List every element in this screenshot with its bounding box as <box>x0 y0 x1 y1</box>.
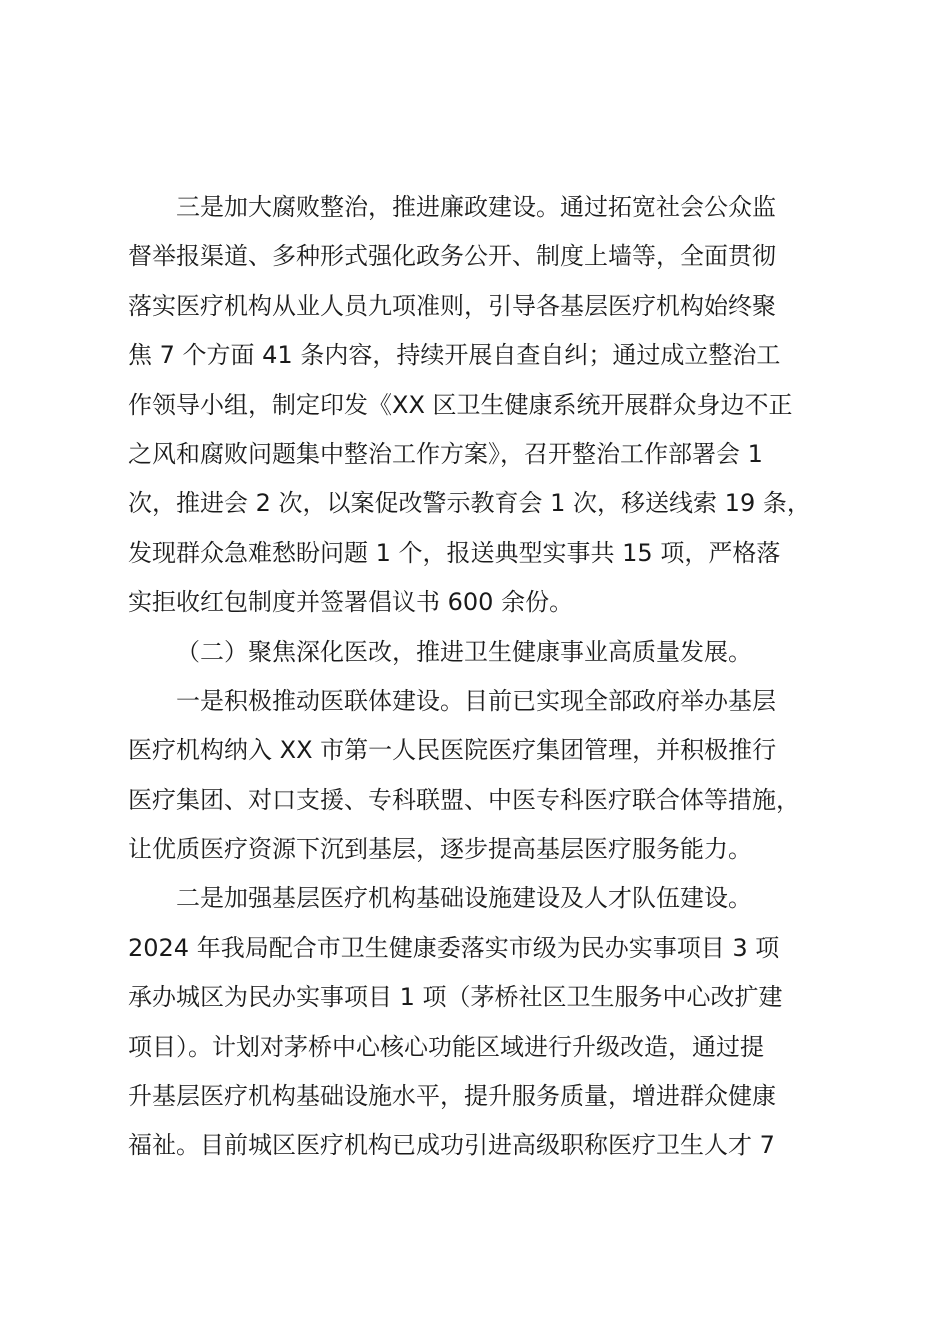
paragraph-medical-alliance-line-1: 一是积极推动医联体建设。目前已实现全部政府举办基层 <box>176 686 776 715</box>
paragraph-infrastructure-line-6: 福祉。目前城区医疗机构已成功引进高级职称医疗卫生人才 7 <box>128 1131 775 1160</box>
paragraph-infrastructure-line-5: 升基层医疗机构基础设施水平，提升服务质量，增进群众健康 <box>128 1082 776 1111</box>
paragraph-anti-corruption-line-6: 之风和腐败问题集中整治工作方案》，召开整治工作部署会 1 <box>128 439 763 468</box>
paragraph-anti-corruption-line-7: 次，推进会 2 次，以案促改警示教育会 1 次，移送线索 19 条， <box>128 489 811 518</box>
paragraph-infrastructure-line-2: 2024 年我局配合市卫生健康委落实市级为民办实事项目 3 项 <box>128 933 780 962</box>
paragraph-infrastructure-line-1: 二是加强基层医疗机构基础设施建设及人才队伍建设。 <box>176 884 752 913</box>
paragraph-medical-alliance-line-4: 让优质医疗资源下沉到基层，逐步提高基层医疗服务能力。 <box>128 835 752 864</box>
paragraph-anti-corruption-line-1: 三是加大腐败整治，推进廉政建设。通过拓宽社会公众监 <box>176 193 776 221</box>
section-heading-medical-reform: （二）聚焦深化医改，推进卫生健康事业高质量发展。 <box>176 637 752 666</box>
paragraph-medical-alliance-line-3: 医疗集团、对口支援、专科联盟、中医专科医疗联合体等措施， <box>128 785 800 814</box>
paragraph-anti-corruption-line-4: 焦 7 个方面 41 条内容，持续开展自查自纠；通过成立整治工 <box>128 341 781 370</box>
paragraph-anti-corruption-line-8: 发现群众急难愁盼问题 1 个，报送典型实事共 15 项，严格落 <box>128 538 781 567</box>
document-body <box>128 183 832 1171</box>
paragraph-anti-corruption-line-3: 落实医疗机构从业人员九项准则，引导各基层医疗机构始终聚 <box>128 291 776 320</box>
paragraph-medical-alliance-line-2: 医疗机构纳入 XX 市第一人民医院医疗集团管理，并积极推行 <box>128 736 777 765</box>
paragraph-anti-corruption-line-9: 实拒收红包制度并签署倡议书 600 余份。 <box>128 588 574 617</box>
paragraph-infrastructure-line-3: 承办城区为民办实事项目 1 项（茅桥社区卫生服务中心改扩建 <box>128 983 783 1012</box>
paragraph-infrastructure-line-4: 项目）。计划对茅桥中心核心功能区域进行升级改造，通过提 <box>128 1032 764 1061</box>
paragraph-anti-corruption-line-2: 督举报渠道、多种形式强化政务公开、制度上墙等，全面贯彻 <box>128 242 776 271</box>
paragraph-anti-corruption-line-5: 作领导小组，制定印发《XX 区卫生健康系统开展群众身边不正 <box>128 390 793 419</box>
